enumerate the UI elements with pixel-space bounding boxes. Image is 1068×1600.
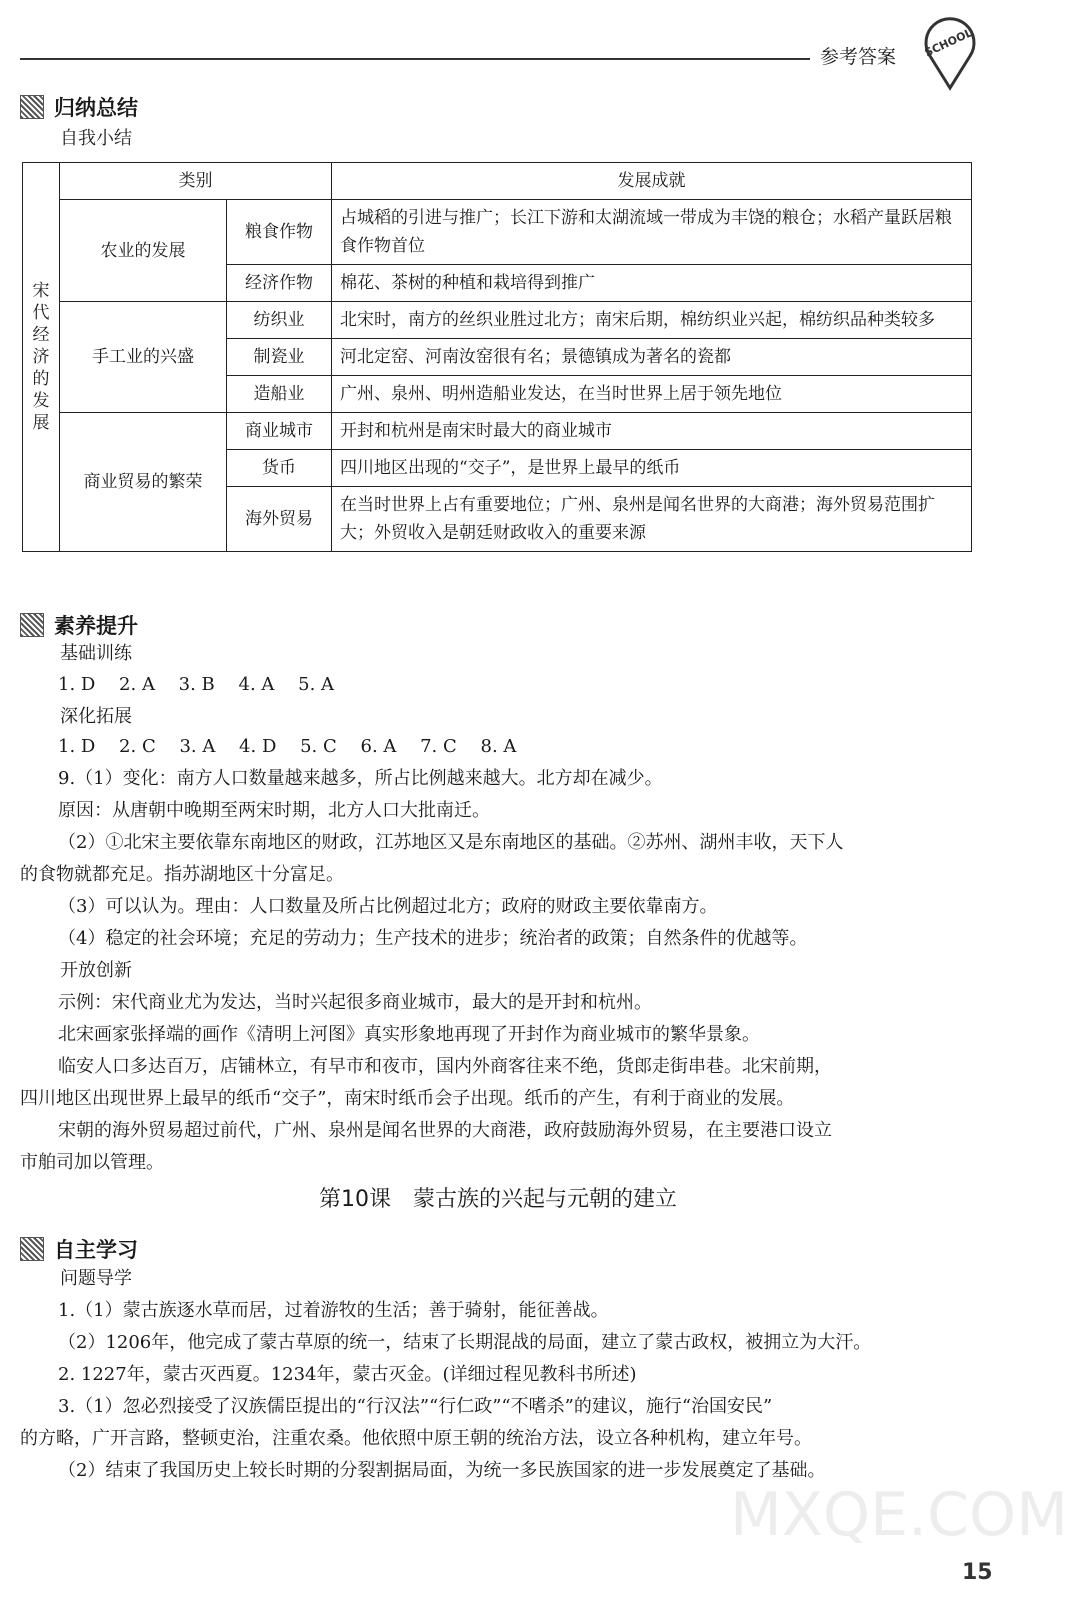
table-row [23, 413, 972, 450]
answer-line: （2）结束了我国历史上较长时期的分裂割据局面，为统一多民族国家的进一步发展奠定了基础。 [58, 1460, 826, 1481]
section-pattern-icon [20, 95, 44, 119]
q9-line: 原因：从唐朝中晚期至两宋时期，北方人口大批南迁。 [58, 800, 490, 821]
text-cell: 占城稻的引进与推广；长江下游和太湖流域一带成为丰饶的粮仓；水稻产量跃居粮食作物首位 [332, 200, 972, 265]
answer-line: 2. 1227年，蒙古灭西夏。1234年，蒙古灭金。(详细过程见教科书所述) [58, 1364, 637, 1385]
sub-cell: 制瓷业 [227, 339, 332, 376]
q9-line: 的食物就都充足。指苏湖地区十分富足。 [20, 864, 344, 885]
table-row [23, 200, 972, 265]
sub-cell: 粮食作物 [227, 200, 332, 265]
text-cell: 在当时世界上占有重要地位；广州、泉州是闻名世界的大商港；海外贸易范围扩大；外贸收入是朝廷财政收入的重要来源 [332, 487, 972, 552]
subsection-title: 自我小结 [60, 128, 132, 149]
answer-line: 1.（1）蒙古族逐水草而居，过着游牧的生活；善于骑射，能征善战。 [58, 1300, 609, 1321]
basic-answers: 1. D 2. A 3. B 4. A 5. A [58, 674, 335, 695]
sub-cell: 商业城市 [227, 413, 332, 450]
text-cell: 河北定窑、河南汝窑很有名；景德镇成为著名的瓷都 [332, 339, 972, 376]
side-label-text: 宋 代 经 济 的 发 展 [32, 281, 50, 433]
q9-line: （3）可以认为。理由：人口数量及所占比例超过北方；政府的财政主要依靠南方。 [58, 896, 718, 917]
header-title: 参考答案 [820, 46, 897, 68]
sub-cell: 海外贸易 [227, 487, 332, 552]
section-title-improve: 素养提升 [20, 610, 138, 640]
basic-training-title: 基础训练 [60, 643, 132, 664]
sub-cell: 造船业 [227, 376, 332, 413]
lesson-title: 第10课 蒙古族的兴起与元朝的建立 [319, 1187, 677, 1212]
q9-line: （2）①北宋主要依靠东南地区的财政，江苏地区又是东南地区的基础。②苏州、湖州丰收，天下人 [58, 832, 844, 853]
answer-line: 的方略，广开言路，整顿吏治，注重农桑。他依照中原王朝的统治方法，设立各种机构，建立年号。 [20, 1428, 812, 1449]
deep-title: 深化拓展 [60, 706, 132, 727]
table-head-category: 类别 [60, 163, 332, 200]
summary-table [22, 162, 972, 552]
q9-line: （4）稳定的社会环境；充足的劳动力；生产技术的进步；统治者的政策；自然条件的优越等。 [58, 928, 808, 949]
table-head-achievement: 发展成就 [332, 163, 972, 200]
text-cell: 四川地区出现的“交子”，是世界上最早的纸币 [332, 450, 972, 487]
open-line: 示例：宋代商业尤为发达，当时兴起很多商业城市，最大的是开封和杭州。 [58, 992, 652, 1013]
sub-cell: 货币 [227, 450, 332, 487]
watermark-brand: MXQE.COM [730, 1480, 1068, 1550]
text-cell: 开封和杭州是南宋时最大的商业城市 [332, 413, 972, 450]
table-side-label [23, 163, 60, 552]
answer-line: （2）1206年，他完成了蒙古草原的统一，结束了长期混战的局面，建立了蒙古政权，被拥立为大汗。 [58, 1332, 872, 1353]
school-pin-logo-icon [918, 18, 982, 90]
section-pattern-icon [20, 613, 44, 637]
sub-cell: 经济作物 [227, 265, 332, 302]
svg-text:SCHOOL: SCHOOL [922, 26, 975, 60]
sub-cell: 纺织业 [227, 302, 332, 339]
open-line: 市舶司加以管理。 [20, 1152, 164, 1173]
deep-answers: 1. D 2. C 3. A 4. D 5. C 6. A 7. C 8. A [58, 736, 517, 757]
section-pattern-icon [20, 1237, 44, 1261]
q9-line: 9.（1）变化：南方人口数量越来越多，所占比例越来越大。北方却在减少。 [58, 768, 663, 789]
group-cell: 商业贸易的繁荣 [60, 413, 227, 552]
open-title: 开放创新 [60, 960, 132, 981]
open-line: 临安人口多达百万，店铺林立，有早市和夜市，国内外商客往来不绝，货郎走街串巷。北宋前期， [58, 1056, 832, 1077]
section-title-self-study: 自主学习 [20, 1234, 138, 1264]
header-rule [20, 58, 810, 60]
text-cell: 广州、泉州、明州造船业发达，在当时世界上居于领先地位 [332, 376, 972, 413]
open-line: 四川地区出现世界上最早的纸币“交子”，南宋时纸币会子出现。纸币的产生，有利于商业的发展。 [20, 1088, 795, 1109]
text-cell: 棉花、茶树的种植和栽培得到推广 [332, 265, 972, 302]
open-line: 宋朝的海外贸易超过前代，广州、泉州是闻名世界的大商港，政府鼓励海外贸易，在主要港口设立 [58, 1120, 832, 1141]
group-cell: 手工业的兴盛 [60, 302, 227, 413]
answer-line: 3.（1）忽必烈接受了汉族儒臣提出的“行汉法”“行仁政”“不嗜杀”的建议，施行“治国安民” [58, 1396, 773, 1417]
group-cell: 农业的发展 [60, 200, 227, 302]
text-cell: 北宋时，南方的丝织业胜过北方；南宋后期，棉纺织业兴起，棉纺织品种类较多 [332, 302, 972, 339]
open-line: 北宋画家张择端的画作《清明上河图》真实形象地再现了开封作为商业城市的繁华景象。 [58, 1024, 760, 1045]
page-number: 15 [962, 1560, 993, 1585]
subsection-title: 问题导学 [60, 1268, 132, 1289]
section-title-summary: 归纳总结 [20, 92, 138, 122]
table-row [23, 302, 972, 339]
